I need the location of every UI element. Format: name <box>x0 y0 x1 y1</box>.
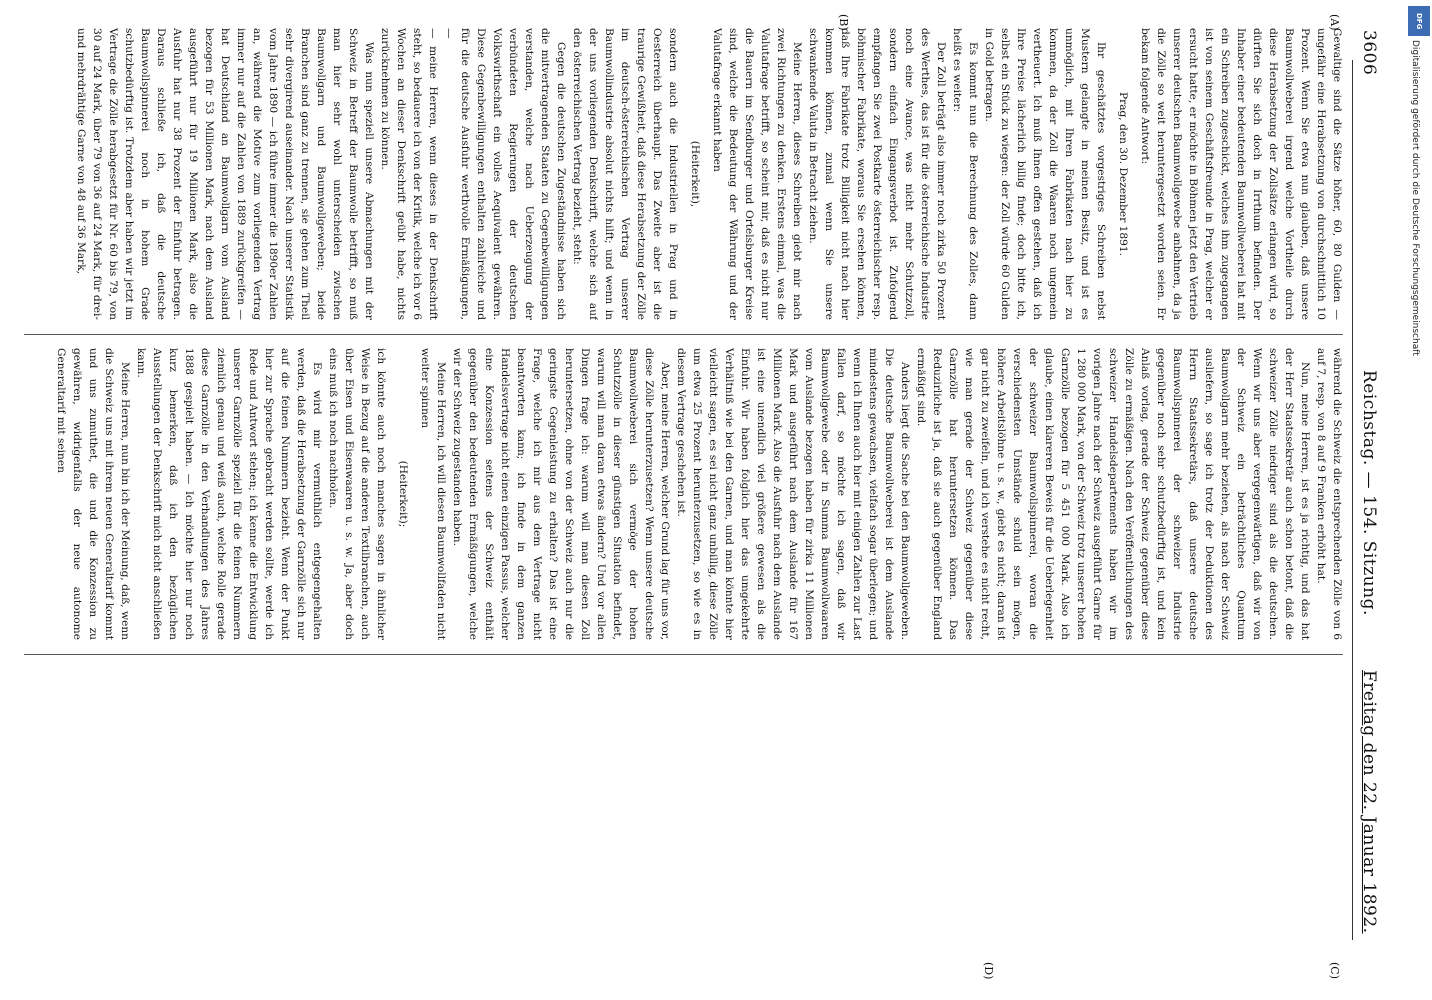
paragraph: Der Zoll beträgt also immer noch zirka 50 Prozent des Werthes, das ist für die österreichische Industrie noch eine Avance, was nicht mehr Schutzzoll, sondern einfach Eingangsverbot ist. Zufolgend empfangen Sie zwei Postkarte österreichischer resp. böhmischer Fabrikate, woraus Sie ersehen können, daß Ihre Fabrikate trotz Billigkeit nicht nach hier kommen können, zumal wenn Sie unsere schwankende Valuta in Betracht ziehen. <box>807 28 947 320</box>
paragraph: Es kommt nun die Berechnung des Zolles, dann heißt es weiter: <box>951 28 979 320</box>
paragraph: ich könnte auch noch manches sagen in ähnlicher Weise in Bezug auf die anderen Textilbranchen, auch über Eisen und Eisenwaaren u. s. w. Ja, aber doch eins muß ich noch nachholen. <box>327 348 387 640</box>
paragraph: Was nun speziell unsere Abmachungen mit der Schweiz in Betreff der Baumwolle betrifft, so muß man hier sehr wohl unterscheiden zwischen Baumwollgarn und Baumwollgeweben; beide Branchen sind ganz zu trennen, sie gehen zum Theil sehr divergirend auseinander. Nach unserer Statistik vom Jahre 1890 — ich führe immer die 1890er Zahlen an, während die Motive zum vorliegenden Vertrag immer nur auf die Zahlen von 1889 zurückgreifen — hat Deutschland an Baumwollgarn vom Ausland bezogen für 53 Millionen Mark, nach dem Ausland ausgeführt nur für 19 Millionen Mark, also die Ausfuhr hat nur 38 Prozent der Einfuhr betragen. Daraus schließe ich, daß die deutsche Baumwollspinnerei noch in hohem Grade schutzbedürftig ist. Trotzdem aber haben wir jetzt im Vertrage die Zölle herabgesetzt für Nr. 60 bis 79, von 30 auf 24 Mark, über 79 von 36 auf 24 Mark, für drei- und mehrdrähtige Garne von 48 auf 36 Mark, <box>75 28 375 320</box>
margin-mark-c: (C) <box>1328 962 1341 979</box>
session-date: Freitag den 22. Januar 1892. <box>1359 670 1379 934</box>
paragraph: Ihr geschätztes vorgestriges Schreiben nebst Mustern gelangte in meinen Besitz, und ist es unmöglich, mit Ihren Fabrikaten nach hier zu kommen, da der Zoll die Waaren noch ungemein vertheuert. Ich muß Ihnen offen gestehen, daß ich Ihre Preise lächerlich billig finde; doch bitte ich, selbst ein Stück zu wiegen: der Zoll würde 60 Gulden in Gold betragen. <box>983 28 1107 320</box>
paragraph: Gewaltige sind die Sätze höher, 60, 80 Gulden — ungefähr eine Herabsetzung von durchschnittlich 10 Prozent. Wenn Sie etwa nun glauben, daß unsere Baumwollweberei irgend welche Vortheile durch diese Herabsetzung der Zollsätze erlangen wird, so dürften Sie sich doch in Irrthum befinden. Der Inhaber einer bedeutenden Baumwollweberei hat mit ein Schreiben zugeschickt, welches ihm zugegangen ist von seinem Geschäftsfreunde in Prag, welcher er ersucht hatte, er möchte in Böhmen jetzt den Vertrieb unserer deutschen Baumwollgewebe anbahnen, da ja die Zölle so weit heruntergesetzt worden seien. Er bekam folgende Antwort: <box>1139 28 1343 320</box>
paragraph: Anders liegt die Sache bei den Baumwollgeweben. Die deutsche Baumwollweberei ist dem Auslande mindestens gewachsen, vielfach sogar überlegen; und wenn ich Ihnen auch hier mit einigen Zahlen zur Last fallen darf, so möchte ich sagen, daß wir Baumwollgewebe oder in Summa Baumwollwaaren vom Auslande bezogen haben für zirka 11 Millionen Mark und ausgeführt nach dem Auslande für 167 Millionen Mark. Also die Ausfuhr nach dem Auslande ist eine unendlich viel größere gewesen als die Einfuhr. Wir haben folglich hier das umgekehrte Verhältniß wie bei den Garnen, und man könnte hier vielleicht sagen, es sei nicht ganz unbillig, diese Zölle um etwa 25 Prozent herunterzusetzen, so wie es in diesem Vertrage geschehen ist. <box>675 348 911 640</box>
digitization-credit: Digitalisierung gefördert durch die Deutsche Forschungsgemeinschaft <box>1410 40 1420 356</box>
margin-mark-b: (B) <box>837 14 850 31</box>
margin-mark-d: (D) <box>982 962 995 980</box>
text-column-right <box>20 668 1345 960</box>
margin-mark-a: (A) <box>1328 14 1341 31</box>
dfg-logo-icon: DFG <box>1408 6 1430 36</box>
paragraph: sondern auch die Industriellen in Prag und in Oesterreich überhaupt. Das Zweite aber ist die traurige Gewißheit, daß diese Herabsetzung der Zölle im deutsch-österreichischen Vertrag unserer Baumwollindustrie absolut nichts hilft; und wenn in der uns vorliegenden Denkschrift, welche sich auf den österreichischen Vertrag bezieht, steht: <box>571 28 679 320</box>
header-rule <box>1352 60 1353 940</box>
paragraph: Gegen die deutschen Zugeständnisse haben sich die mitvertragenden Staaten zu Gegenbewilligungen verstanden, welche nach Ueberzeugung der verbündeten Regierungen der deutschen Volkswirthschaft ein volles Aequivalent gewähren. Diese Gegenbewilligungen enthalten zahlreiche und für die deutsche Ausfuhr werthvolle Ermäßigungen, — <box>443 28 567 320</box>
paragraph: Meine Herren, dieses Schreiben giebt mir nach zwei Richtungen zu denken. Erstens einmal, was die Valutafrage betrifft, so scheint mir, daß es nicht nur die Bauern im Sendburger und Ortelsburger Kreise sind, welche die Bedeutung der Währung und der Valutafrage erkannt haben <box>711 28 803 320</box>
text-column-middle <box>20 348 1345 640</box>
page-number: 3606 <box>1359 30 1379 76</box>
letter-dateline: Prag, den 30. Dezember 1891. <box>1117 92 1129 256</box>
interjection: (Heiterkeit), <box>689 140 701 208</box>
column-divider <box>24 334 1343 335</box>
text-column-left <box>20 28 1345 320</box>
paragraph: Meine Herren, ich will diesen Baumwollfaden nicht weiter spinnen <box>419 348 447 640</box>
column-divider <box>24 654 1343 655</box>
page-header <box>1347 30 1387 970</box>
paragraph: Nun, meine Herren, ist es ja richtig, und das hat der Herr Staatssekretär auch schon betont, daß die schweizer Zölle niedriger sind als die deutschen. Wenn wir uns aber vergegenwärtigen, daß wir von der Schweiz ein beträchtliches Quantum Baumwollgarn mehr beziehen, als nach der Schweiz ausliefern, so sage ich trotz der Deduktionen des Herrn Staatssekretärs, daß unsere deutsche Baumwollspinnerei der schweizer Industrie gegenüber noch sehr schutzbedürftig ist, und kein Anlaß vorlag, gerade der Schweiz gegenüber diese Zölle zu ermäßigen. Nach den Veröffentlichungen des schweizer Handelsdepartements haben wir im vorigen Jahre nach der Schweiz ausgeführt Garne für 1 280 000 Mark, von der Schweiz trotz unserer hohen Garnzölle bezogen für 5 451 000 Mark. Also ich glaube, einen klareren Beweis für die Ueberlegenheit der schweizer Baumwollspinnerei, woran die verschiedensten Umstände schuld sein mögen, höhere Arbeitslöhne u. s. w., giebt es nicht; daran ist gar nicht zu zweifeln, und ich verstehe es nicht recht, wie man gerade der Schweiz gegenüber diese Garnzölle hat heruntersetzen können. Das Reduzirliche ist ja, daß sie auch gegenüber England ermäßigt sind. <box>915 348 1311 640</box>
paragraph: Meine Herren, nun bin ich der Meinung, daß, wenn die Schweiz uns mit ihrem neuen Generaltarif kommt und uns zumuthet, die und die Konzession zu gewähren, widrigenfalls der neue autonome Generaltarif mit seinen <box>55 348 131 640</box>
digitization-strip <box>1406 0 1432 1000</box>
session-title: Reichstag. — 154. Sitzung. <box>1359 370 1379 616</box>
paragraph: während die Schweiz die entsprechenden Zölle von 6 auf 7, resp. von 8 auf 9 Franken erhöht hat. <box>1315 348 1343 640</box>
paragraph: Aber, meine Herren, welcher Grund lag für uns vor, diese Zölle herunterzusetzen? Wenn unsere deutsche Baumwollweberei sich vermöge der hohen Schutzzölle in dieser günstigen Situation befindet, warum will man daran etwas ändern? Und vor allen Dingen frage ich: warum will man diesen Zoll heruntersetzen, ohne von der Schweiz auch nur die geringste Gegenleistung zu erhalten? Das ist eine Frage, welche ich mir aus dem Vertrage nicht beantworten kann; ich finde in dem ganzen Handelsvertrage nicht einen einzigen Passus, welcher eine Konzession seitens der Schweiz enthält gegenüber den bedeutenden Ermäßigungen, welche wir der Schweiz zugestanden haben. <box>451 348 671 640</box>
interjection: (Heiterkeit); <box>397 460 409 528</box>
paragraph: — meine Herren, wenn dieses in der Denkschrift steht, so bedauere ich von der Kritik, welche ich vor 6 Wochen an dieser Denkschrift geübt habe, nichts zurücknehmen zu können. <box>379 28 439 320</box>
paragraph: Es wird mir vermuthlich entgegengehalten werden, daß die Herabsetzung der Garnzölle sich nur auf die feinen Nummern bezieht. Wenn der Punkt hier zur Sprache gebracht werden sollte, werde ich Rede und Antwort stehen; ich kenne die Entwicklung unserer Garnzölle speziell für die feinen Nummern ziemlich genau und weiß auch, welche Rolle gerade diese Garnzölle in den Verhandlungen des Jahres 1888 gespielt haben. — Ich möchte hier nur noch kurz bemerken, daß ich den bezüglichen Ausstellungen der Denkschrift mich nicht anschließen kann. <box>135 348 323 640</box>
